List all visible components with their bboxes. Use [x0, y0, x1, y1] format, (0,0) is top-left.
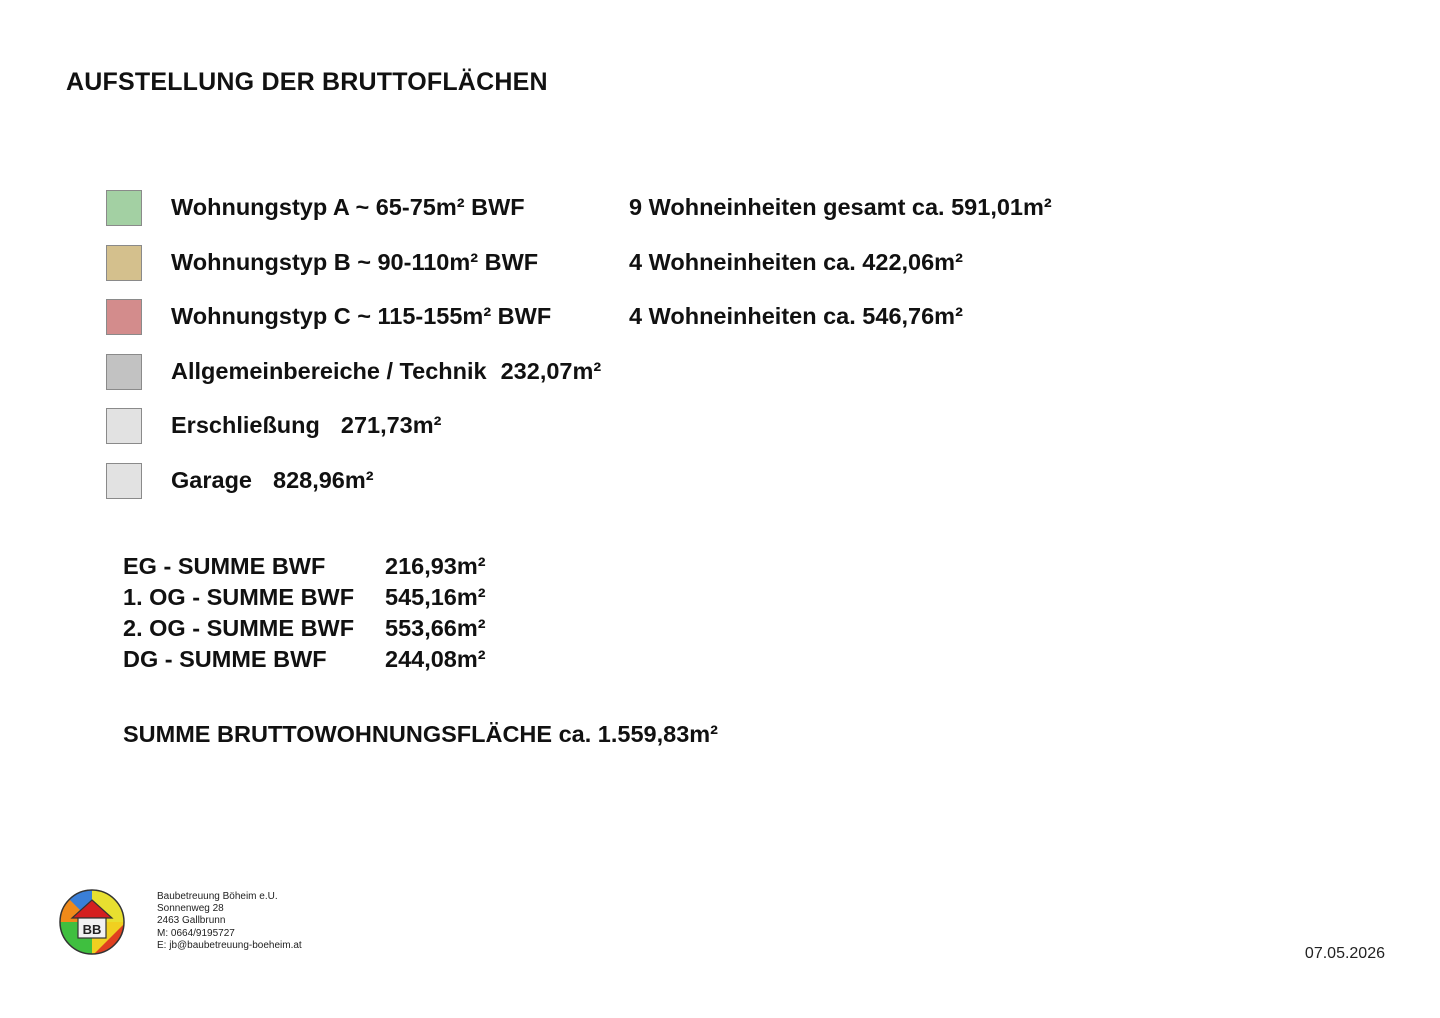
legend-row-access — [106, 408, 1206, 446]
company-phone: M: 0664/9195727 — [157, 927, 235, 939]
company-street: Sonnenweg 28 — [157, 903, 224, 915]
legend-value: 828,96m² — [273, 467, 374, 493]
legend-label-text: Wohnungstyp B ~ 90-110m² BWF — [171, 249, 539, 275]
floor-sum-row — [123, 553, 486, 580]
company-address — [157, 891, 302, 952]
floor-sum-label: 2. OG - SUMME BWF — [123, 615, 355, 641]
legend-label — [171, 303, 551, 330]
legend-units: 4 Wohneinheiten ca. 422,06m² — [629, 249, 963, 275]
legend-label — [171, 412, 441, 439]
legend-label-text: Wohnungstyp C ~ 115-155m² BWF — [171, 303, 552, 329]
color-swatch-common-areas — [106, 354, 142, 390]
floor-sum-value: 216,93m² — [385, 553, 486, 579]
legend-row-garage — [106, 463, 1206, 501]
legend-label — [171, 194, 525, 221]
legend-row-common-areas — [106, 354, 1206, 392]
company-city: 2463 Gallbrunn — [157, 915, 226, 927]
floor-sum-value: 553,66m² — [385, 615, 486, 641]
floor-sum-row — [123, 615, 486, 642]
document-date: 07.05.2026 — [1304, 945, 1385, 962]
legend-label — [171, 467, 374, 494]
color-swatch-type-c — [106, 299, 142, 335]
floor-sum-label: 1. OG - SUMME BWF — [123, 584, 355, 610]
legend-label-text: Garage — [171, 467, 252, 493]
color-swatch-type-b — [106, 245, 142, 281]
legend-row-type-b — [106, 245, 1206, 283]
floor-sum-row — [123, 646, 486, 673]
legend-value: 271,73m² — [340, 412, 442, 438]
floor-sum-value: 244,08m² — [385, 646, 486, 672]
house-logo-icon — [58, 888, 126, 956]
total-gross-area: SUMME BRUTTOWOHNUNGSFLÄCHE ca. 1.559,83m² — [123, 721, 718, 747]
legend-label-text: Allgemeinbereiche / Technik — [171, 358, 487, 384]
color-swatch-garage — [106, 463, 142, 499]
legend-label-text: Wohnungstyp A ~ 65-75m² BWF — [171, 194, 525, 220]
floor-sum-value: 545,16m² — [385, 584, 486, 610]
legend-label — [171, 249, 538, 276]
legend-units: 9 Wohneinheiten gesamt ca. 591,01m² — [629, 194, 1052, 220]
color-swatch-type-a — [106, 190, 142, 226]
logo-text: BB — [82, 922, 102, 937]
floor-sum-label: DG - SUMME BWF — [123, 646, 327, 672]
legend-row-type-c — [106, 299, 1206, 337]
company-name: Baubetreuung Böheim e.U. — [157, 891, 278, 902]
legend-row-type-a — [106, 190, 1206, 228]
floor-sum-row — [123, 584, 486, 611]
color-swatch-access — [106, 408, 142, 444]
page-title: AUFSTELLUNG DER BRUTTOFLÄCHEN — [66, 68, 548, 96]
legend-value: 232,07m² — [500, 358, 602, 384]
legend-units: 4 Wohneinheiten ca. 546,76m² — [629, 303, 963, 329]
floor-sum-label: EG - SUMME BWF — [123, 553, 326, 579]
company-email: E: jb@baubetreuung-boeheim.at — [157, 939, 302, 951]
legend-label — [171, 358, 601, 385]
legend-label-text: Erschließung — [171, 412, 320, 438]
